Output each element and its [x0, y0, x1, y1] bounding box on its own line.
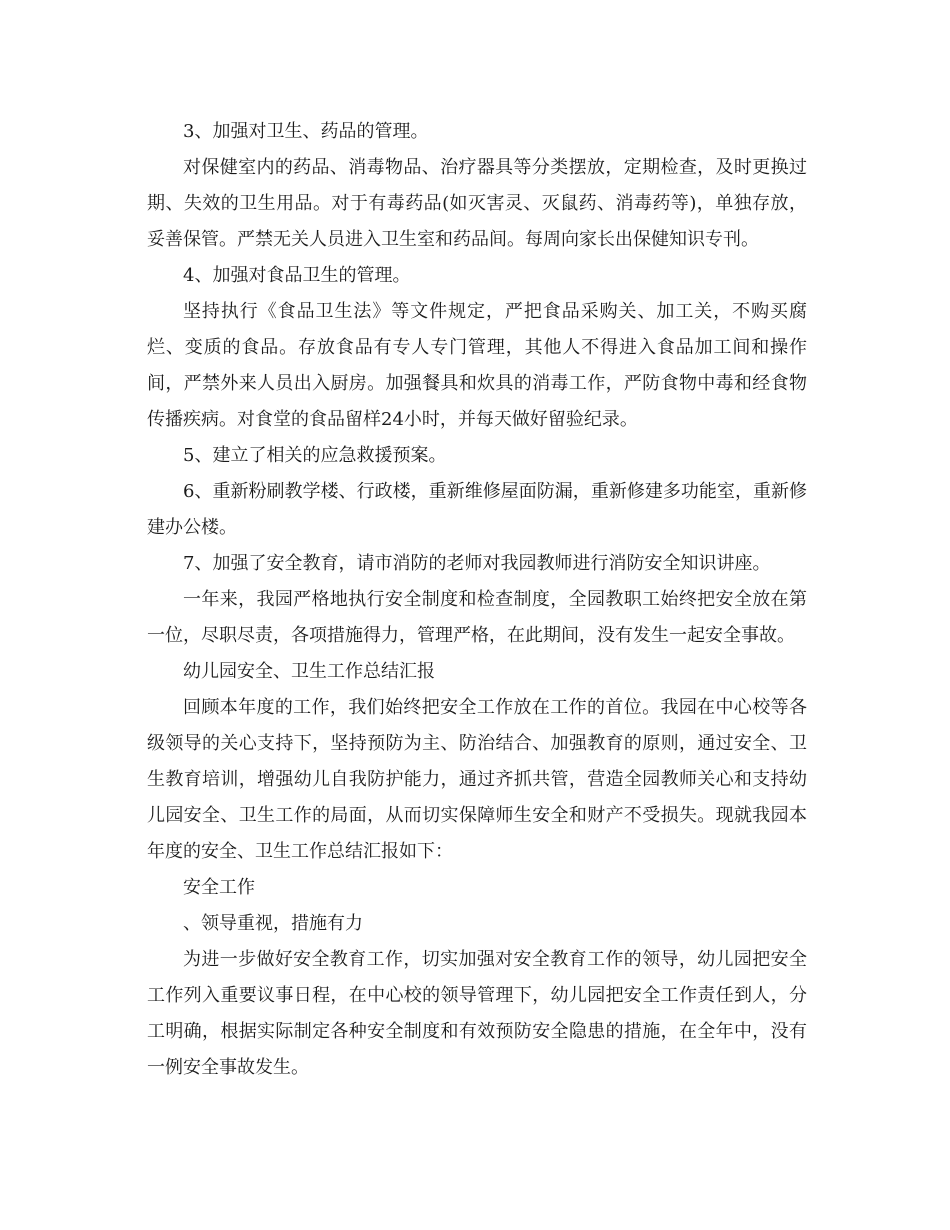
paragraph-2: 对保健室内的药品、消毒物品、治疗器具等分类摆放，定期检查，及时更换过期、失效的卫生用品。对于有毒药品(如灭害灵、灭鼠药、消毒药等)，单独存放，妥善保管。严禁无关人员进入卫生室和药品间。每周向家长出保健知识专刊。	[147, 157, 807, 250]
document-body	[147, 114, 807, 1086]
paragraph-4: 坚持执行《食品卫生法》等文件规定，严把食品采购关、加工关，不购买腐烂、变质的食品。存放食品有专人专门管理，其他人不得进入食品加工间和操作间，严禁外来人员出入厨房。加强餐具和炊具的消毒工作，严防食物中毒和经食物传播疾病。对食堂的食品留样24小时，并每天做好留验纪录。	[147, 301, 807, 430]
section-heading-safety: 安全工作	[183, 877, 255, 898]
paragraph-10: 回顾本年度的工作，我们始终把安全工作放在工作的首位。我园在中心校等各级领导的关心支持下，坚持预防为主、防治结合、加强教育的原则，通过安全、卫生教育培训，增强幼儿自我防护能力，通过齐抓共管，营造全园教师关心和支持幼儿园安全、卫生工作的局面，从而切实保障师生安全和财产不受损失。现就我园本年度的安全、卫生工作总结汇报如下：	[147, 697, 807, 862]
paragraph-7: 7、加强了安全教育，请市消防的老师对我园教师进行消防安全知识讲座。	[183, 553, 771, 574]
subheading-leadership: 、领导重视，措施有力	[183, 913, 363, 934]
paragraph-6: 6、重新粉刷教学楼、行政楼，重新维修屋面防漏，重新修建多功能室，重新修建办公楼。	[147, 481, 807, 538]
paragraph-5: 5、建立了相关的应急救援预案。	[183, 445, 447, 466]
paragraph-1: 3、加强对卫生、药品的管理。	[183, 121, 429, 142]
section-heading-summary: 幼儿园安全、卫生工作总结汇报	[183, 661, 435, 682]
paragraph-3: 4、加强对食品卫生的管理。	[183, 265, 411, 286]
paragraph-8: 一年来，我园严格地执行安全制度和检查制度，全园教职工始终把安全放在第一位，尽职尽责，各项措施得力，管理严格，在此期间，没有发生一起安全事故。	[147, 589, 807, 646]
paragraph-13: 为进一步做好安全教育工作，切实加强对安全教育工作的领导，幼儿园把安全工作列入重要议事日程，在中心校的领导管理下，幼儿园把安全工作责任到人，分工明确，根据实际制定各种安全制度和有效预防安全隐患的措施，在全年中，没有一例安全事故发生。	[147, 949, 807, 1078]
